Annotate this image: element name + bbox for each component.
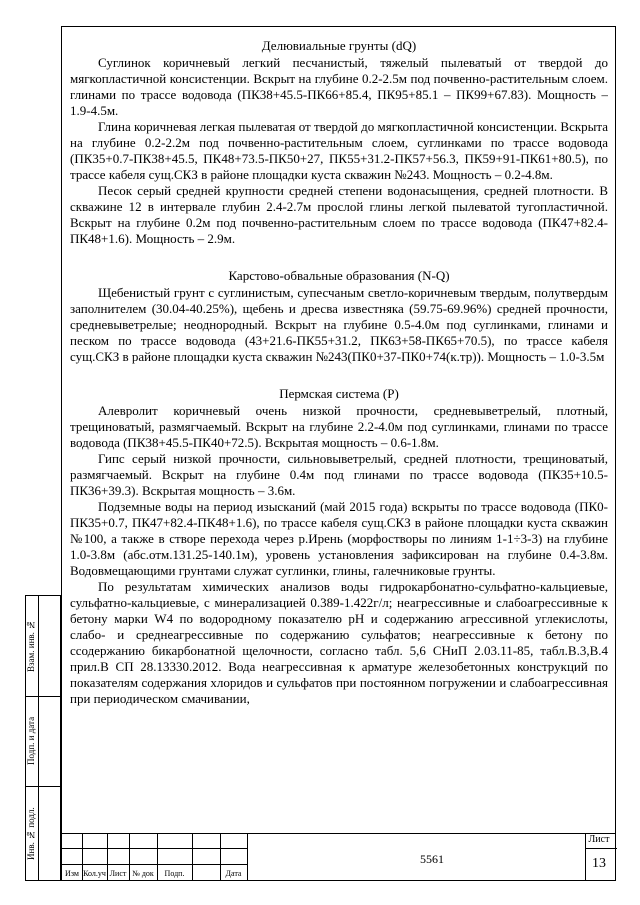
section-heading: Делювиальные грунты (dQ): [261, 38, 417, 53]
paragraph: Гипс серый низкой прочности, сильновыветрелый, средней плотности, трещиноватый, размягчаемый. Вскрыт на глубине 0.4м под глинами по трассе водовода (ПК35+10.5-ПК36+39.3). Вскрытая мощность – 3.6м.: [70, 451, 608, 498]
side-stamp: [25, 595, 61, 881]
title-block: [61, 833, 616, 881]
section-heading: Карстово-обвальные образования (N-Q): [228, 268, 450, 283]
paragraph: По результатам химических анализов воды гидрокарбонатно-сульфатно-кальциевые, сульфатно-кальциевые, с минерализацией 0.389-1.422г/л; неагрессивные и слабоагрессивные к бетону марки W4 по водородному показателю pH и содержанию агрессивной углекислоты, слабо- и среднеагрессивные по содержанию сульфатов; неагрессивные к бетону по ссодержанию бикарбонатной щелочности, согласно табл. 5,6 СНиП 2.03.11-85, табл.В.3,В.4 прил.В СП 28.13330.2012. Вода неагрессивная к арматуре железобетонных конструкций по показателям содержания хлоридов и сульфатов при постоянном погружении и слабоагрессивная при периодическом смачивании,: [70, 579, 608, 706]
col-label-izm: Изм: [65, 869, 79, 878]
paragraph: Суглинок коричневый легкий песчанистый, тяжелый пылеватый от твердой до мягкопластичной консистенции. Вскрыт на глубине 0.2-2.5м под почвенно-растительным слоем. глинами по трассе водовода (ПК38+45.5-ПК66+85.4, ПК95+85.1 – ПК99+67.83). Мощность – 1.9-4.5м.: [70, 55, 608, 118]
sheet-number: 13: [592, 856, 606, 871]
sheet-label: Лист: [588, 834, 610, 845]
col-label-podp: Подп.: [164, 869, 185, 878]
paragraph: Глина коричневая легкая пылеватая от твердой до мягкопластичной консистенции. Вскрыта на глубине 0.2-2.2м под почвенно-растительным слоем, суглинками по трассе водовода (ПК35+0.7-ПК38+45.5, ПК48+73.5-ПК50+27, ПК55+31.2-ПК57+56.3, ПК59+91-ПК61+80.5), по трассе кабеля сущ.СКЗ в районе площадки куста скважин №243. Мощность – 0.2-4.8м.: [70, 119, 608, 182]
side-label-inv: Инв. № подл.: [26, 807, 36, 861]
col-label-list: Лист: [109, 869, 127, 878]
paragraph: Алевролит коричневый очень низкой прочности, средневыветрелый, плотный, трещиноватый, размягчаемый. Вскрыт на глубине 2.2-4.0м под суглинками, глинами по трассе водовода (ПК38+45.5-ПК40+72.5). Вскрытая мощность – 0.6-1.8м.: [70, 403, 608, 450]
document-number: 5561: [420, 852, 444, 866]
col-label-data: Дата: [225, 869, 242, 878]
paragraph: Песок серый средней крупности средней степени водонасыщения, средней плотности. В скважине 12 в интервале глубин 2.4-2.7м прослой глины легкой пылеватой тугопластичной. Вскрыт на глубине 0.2м под почвенно-растительным слоем по трассе водовода (ПК47+82.4-ПК48+1.6). Мощность – 2.9м.: [70, 183, 608, 246]
paragraph: Подземные воды на период изысканий (май 2015 года) вскрыты по трассе водовода (ПК0-ПК35+0.7, ПК47+82.4-ПК48+1.6), по трассе кабеля сущ.СКЗ в районе площадки куста скважин №100, а также в створе перехода через р.Ирень (морфостворы по линиям 1-1÷3-3) на глубине 1.0-3.8м (абс.отм.131.25-140.1м), уровень установления зафиксирован на глубине 0.4-3.8м. Водовмещающими грунтами служат суглинки, глины, галечниковые грунты.: [70, 499, 608, 578]
side-label-vzam: Взам. инв. №: [26, 619, 36, 673]
paragraph: Щебенистый грунт с суглинистым, супесчаным светло-коричневым твердым, полутвердым заполнителем (30.04-40.25%), щебень и дресва известняка (59.75-69.96%) средней прочности, средневыветрелые; неоднородный. Вскрыт на глубине 0.5-4.0м под суглинками, глинами и песком по трассе водовода (43+21.6-ПК55+31.2, ПК63+58-ПК65+70.5), по трассе кабеля сущ.СКЗ в районе площадки куста скважин №243(ПК0+37-ПК0+74(к.тр)). Мощность – 1.0-3.5м: [70, 285, 608, 364]
side-label-podp: Подп. и дата: [26, 716, 36, 766]
col-label-doc: № док: [132, 869, 154, 878]
document-body: [70, 33, 608, 833]
section-heading: Пермская система (P): [279, 386, 399, 401]
col-label-kolvo: Кол.уч: [83, 869, 106, 878]
